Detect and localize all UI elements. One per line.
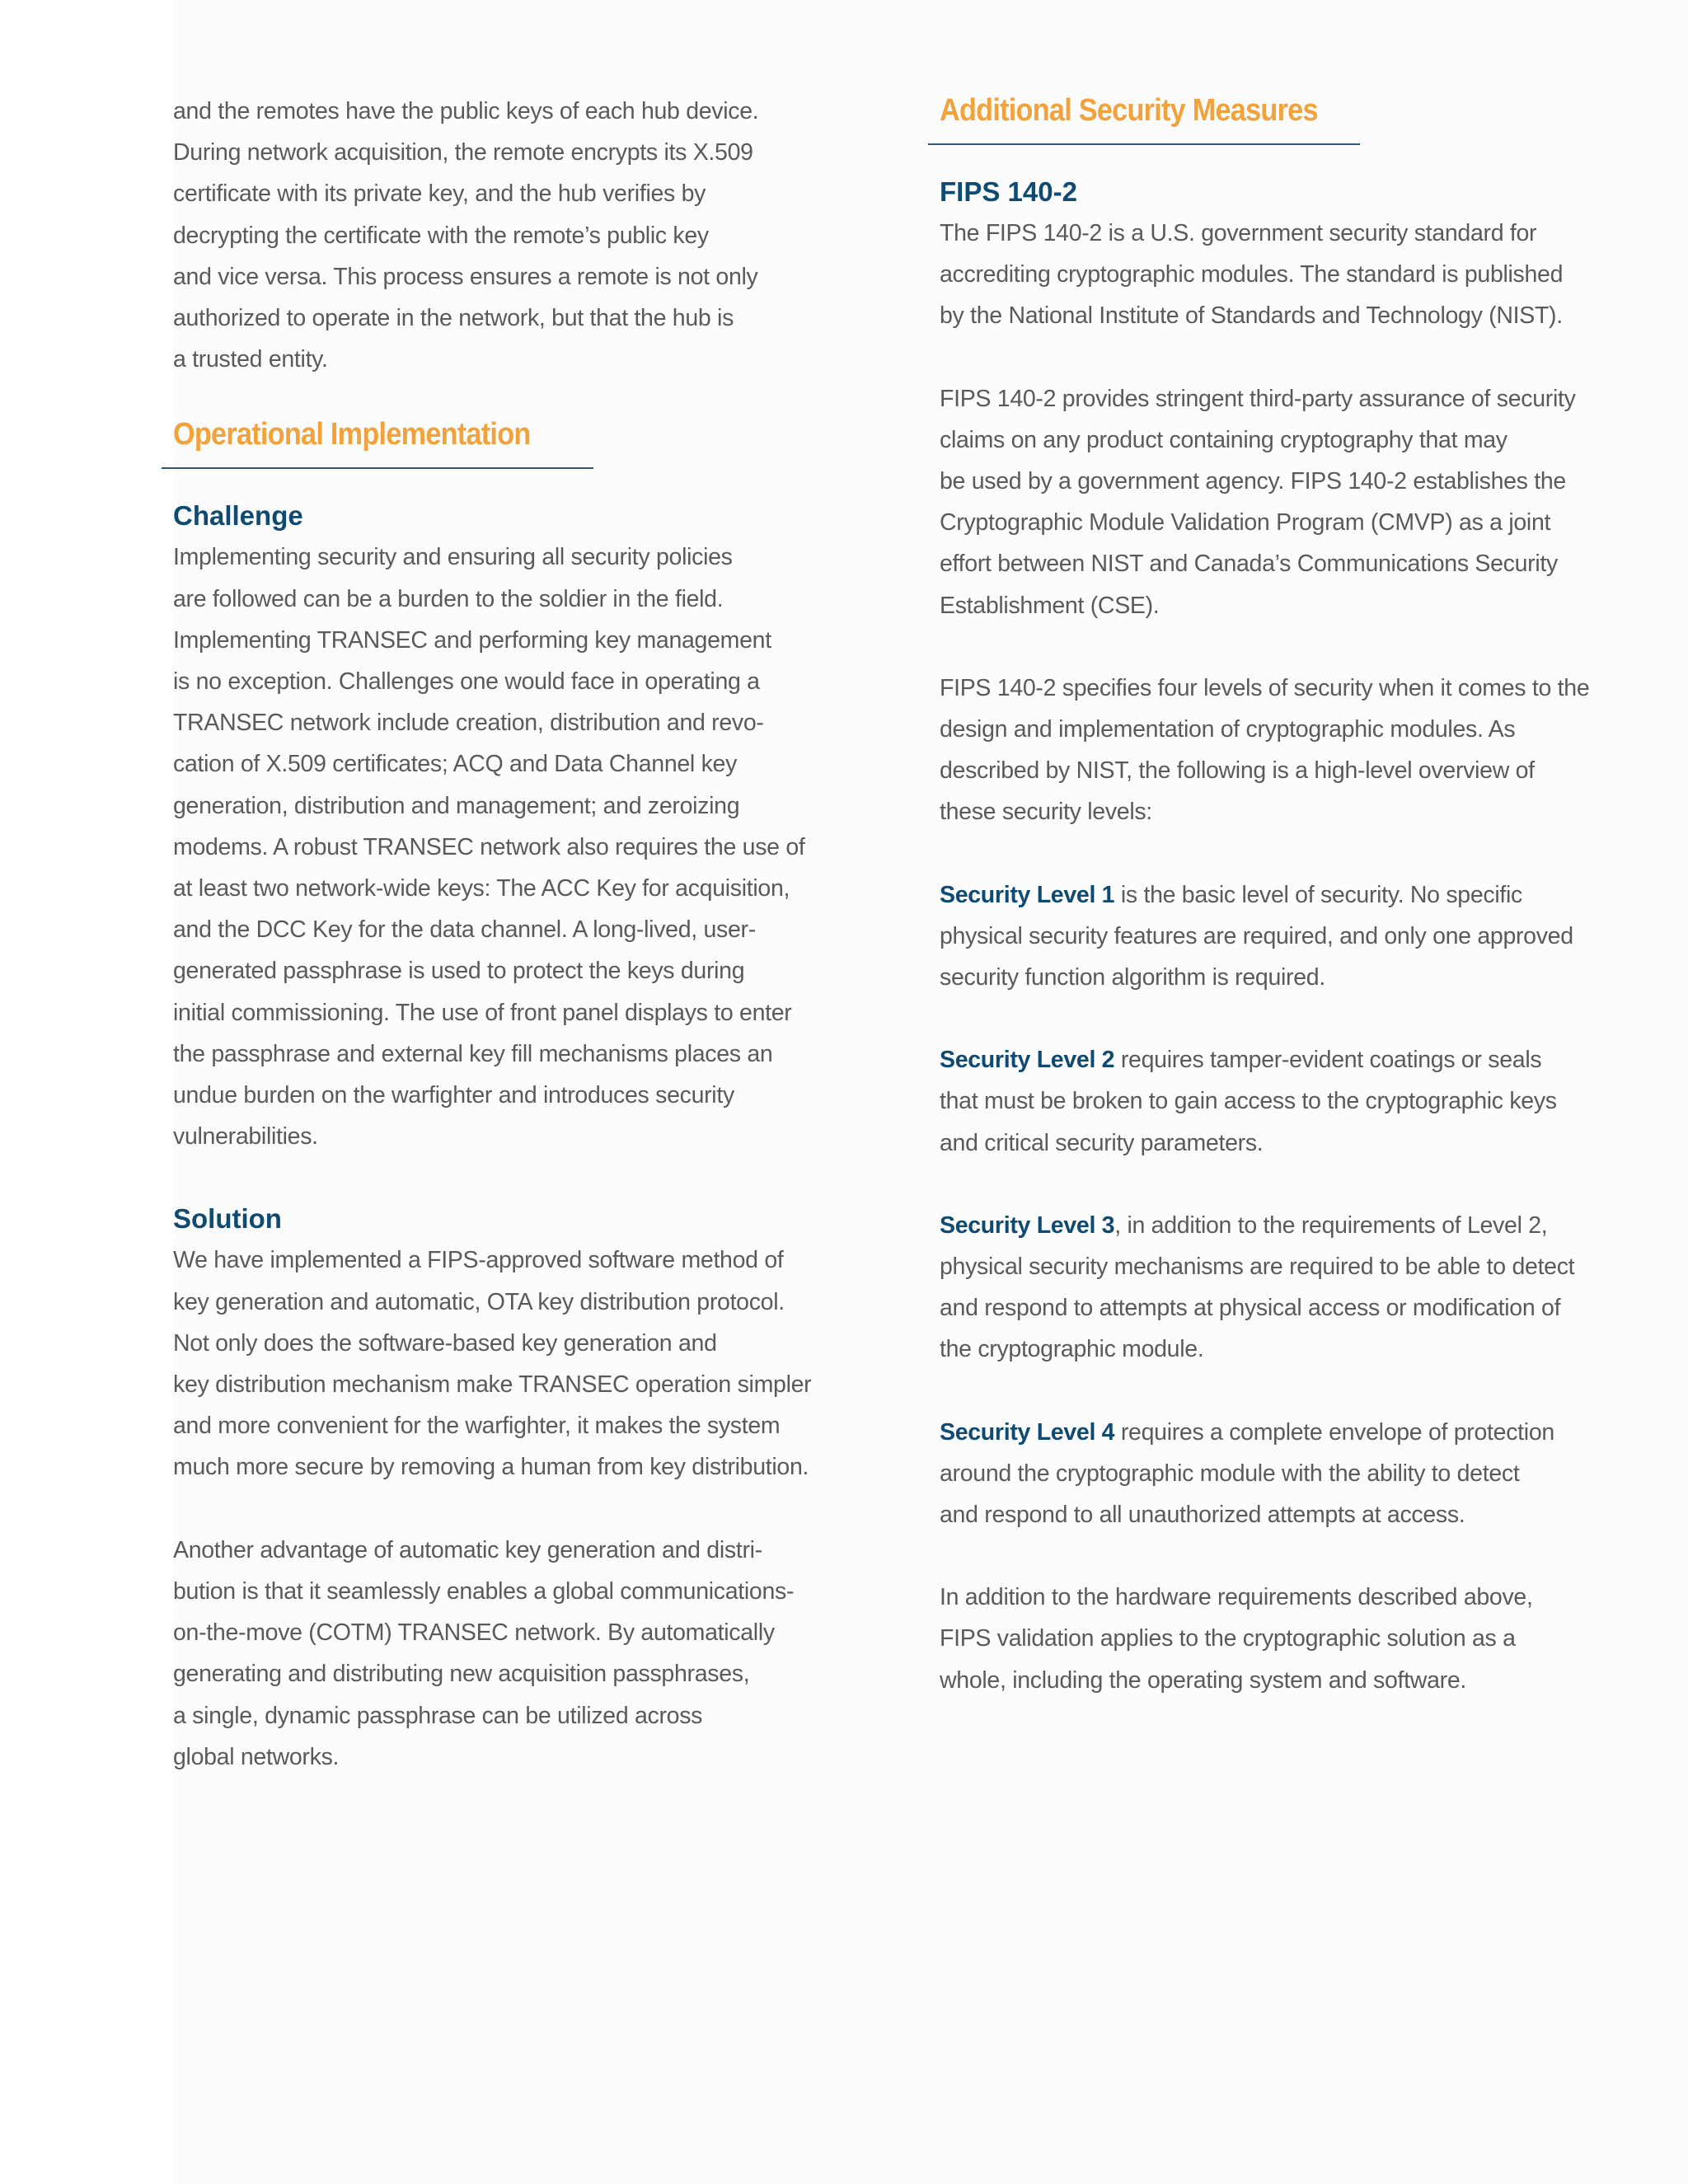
challenge-paragraph: Implementing security and ensuring all security policies are followed can be a burden to the soldier in the field. Implementing TRANSEC and performing key management is no exception. Challenges one would face in operating a TRANSEC network include creation, distribution and revo- cation of X.509 certificates; ACQ and Data Channel key generation, distribution and management; and zeroizing modems. A robust TRANSEC network also requires the use of at least two network-wide keys: The ACC Key for acquisition, and the DCC Key for the data channel. A long-lived, user- generated passphrase is used to protect the keys during initial commissioning. The use of front panel displays to enter the passphrase and external key fill mechanisms places an undue burden on the warfighter and introduces security vulnerabilities. <box>173 544 805 1151</box>
security-level-2-paragraph: Security Level 2 requires tamper-evident coatings or seals that must be broken to gain access to the cryptographic keys and critical security parameters. <box>940 1047 1557 1156</box>
security-level-2-label: Security Level 2 <box>940 1047 1115 1074</box>
solution-heading: Solution <box>173 1203 282 1235</box>
left-column <box>173 91 832 1778</box>
solution-paragraph: We have implemented a FIPS-approved software method of key generation and automatic, OTA key distribution protocol. Not only does the software-based key generation and key distribution mechanism make TRANSEC operation simpler and more convenient for the warfighter, it makes the system much more secure by removing a human from key distribution. <box>173 1247 812 1481</box>
security-level-4-label: Security Level 4 <box>940 1418 1115 1446</box>
security-level-3-paragraph: Security Level 3, in addition to the requirements of Level 2, physical security mechanisms are required to be able to detect and respond to attempts at physical access or modification of the cryptographic module. <box>940 1212 1575 1363</box>
fips-paragraph-2: FIPS 140-2 provides stringent third-party assurance of security claims on any product containing cryptography that may be used by a government agency. FIPS 140-2 establishes the Cryptographic Module Validation Program (CMVP) as a joint effort between NIST and Canada’s Communications Security Establishment (CSE). <box>940 385 1576 619</box>
closing-paragraph: In addition to the hardware requirements described above, FIPS validation applies to the cryptographic solution as a whole, including the operating system and software. <box>940 1584 1533 1694</box>
security-level-4-paragraph: Security Level 4 requires a complete envelope of protection around the cryptographic module with the ability to detect and respond to all unauthorized attempts at access. <box>940 1418 1554 1529</box>
additional-security-heading: Additional Security Measures <box>940 93 1318 128</box>
security-level-1-label: Security Level 1 <box>940 881 1115 908</box>
right-column <box>940 87 1599 1701</box>
security-level-1-paragraph: Security Level 1 is the basic level of security. No specific physical security features are required, and only one approved security function algorithm is required. <box>940 881 1573 991</box>
intro-paragraph: and the remotes have the public keys of each hub device. During network acquisition, the remote encrypts its X.509 certificate with its private key, and the hub verifies by decrypting the certificate with the remote’s public key and vice versa. This process ensures a remote is not only authorized to operate in the network, but that the hub is a trusted entity. <box>173 98 759 373</box>
fips-heading: FIPS 140-2 <box>940 176 1077 207</box>
fips-paragraph-3: FIPS 140-2 specifies four levels of security when it comes to the design and implementation of cryptographic modules. As described by NIST, the following is a high-level overview of these security levels: <box>940 674 1590 826</box>
fips-paragraph-1: The FIPS 140-2 is a U.S. government security standard for accrediting cryptographic modules. The standard is published by the National Institute of Standards and Technology (NIST). <box>940 220 1564 330</box>
operational-implementation-heading: Operational Implementation <box>173 417 531 452</box>
challenge-heading: Challenge <box>173 500 303 532</box>
advantage-paragraph: Another advantage of automatic key generation and distri- bution is that it seamlessly enables a global communications- on-the-move (COTM) TRANSEC network. By automatically generating and distributing new acquisition passphrases, a single, dynamic passphrase can be utilized across global networks. <box>173 1536 795 1770</box>
security-level-3-label: Security Level 3 <box>940 1212 1115 1239</box>
